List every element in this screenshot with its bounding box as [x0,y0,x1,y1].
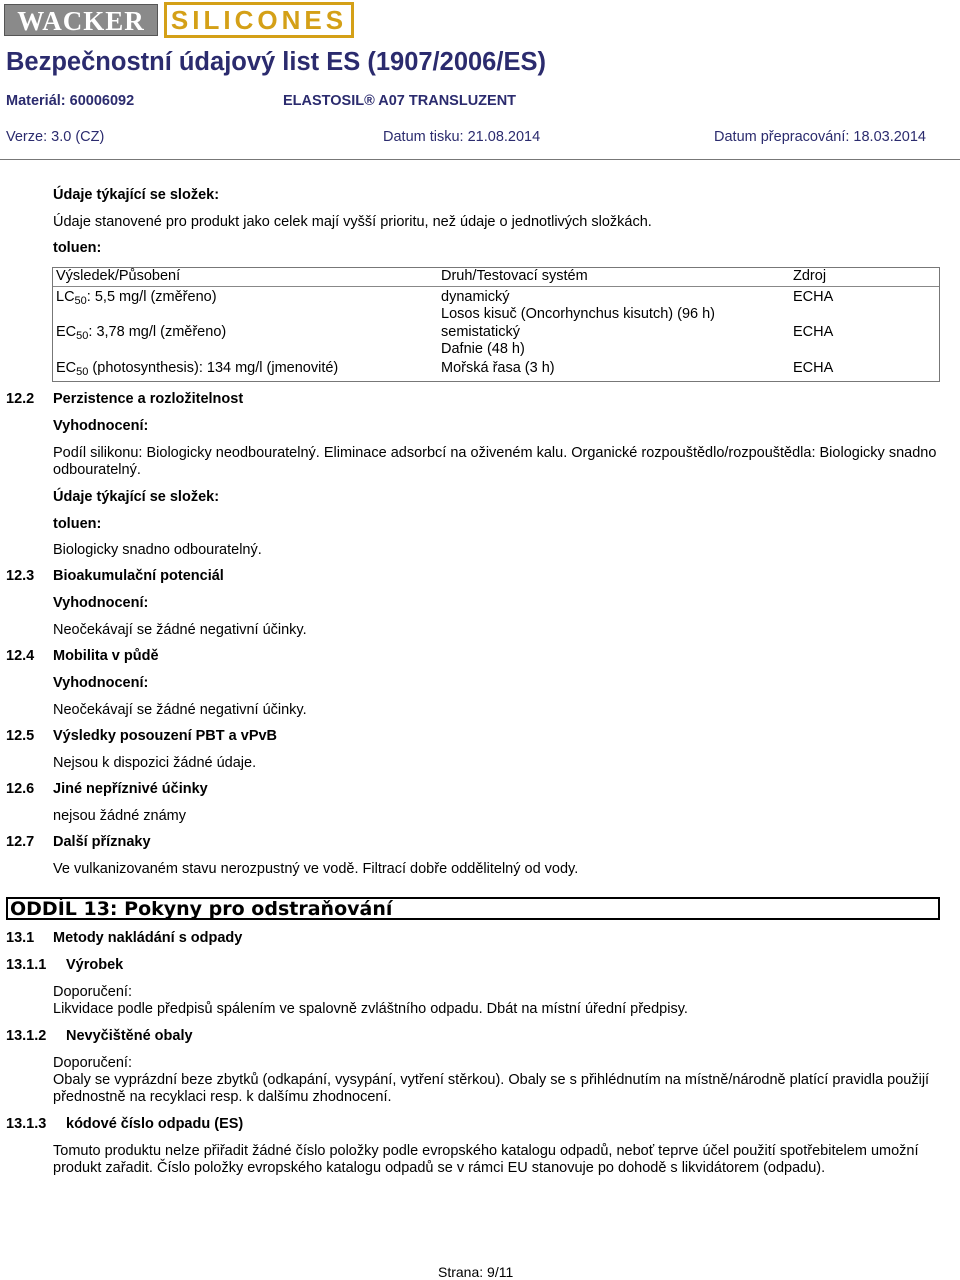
product-name: ELASTOSIL® A07 TRANSLUZENT [283,93,517,109]
section-12-4-text: Neočekávají se žádné negativní účinky. [53,702,307,718]
section-12-2-eval-text: Podíl silikonu: Biologicky neodbouratelný. Eliminace adsorbcí na oživeném kalu. Organické rozpouštědlo/rozpouštědla: Biologicky snadno odbouratelný. [53,445,937,478]
section-12-7-title: Další příznaky [53,834,151,850]
section-13-1-2-text: Obaly se vyprázdní beze zbytků (odkapání, vysypání, vytření stěrkou). Obaly se s přihlédnutím na místně/národně platící pravidla použijí přednostně na recyklaci resp. k dalšímu zhodnocení. [53,1072,930,1105]
section-12-5-text: Nejsou k dispozici žádné údaje. [53,755,257,771]
section-12-3-eval-label: Vyhodnocení: [53,595,149,611]
table-header-result: Výsledek/Působení [56,268,181,284]
section-12-4-title: Mobilita v půdě [53,648,159,664]
section-13-header [6,897,940,920]
section-13-1-1-number: 13.1.1 [6,957,47,973]
page-number: Strana: 9/11 [438,1264,514,1280]
section-13-1-3-title: kódové číslo odpadu (ES) [66,1116,244,1132]
table-row-1-organism: Losos kisuč (Oncorhynchus kisutch) (96 h) [441,306,715,322]
table-row-2-result: $EC_{50}$: 3,78 mg/l (změřeno) [56,324,227,342]
silicones-logo-text: SILICONES [170,5,348,35]
table-row-3-result: $EC_{50}$ (photosynthesis): 134 mg/l (jmenovité) [56,360,339,378]
section-12-3-title: Bioakumulační potenciál [53,568,224,584]
section-12-4-number: 12.4 [6,648,35,664]
section-13-1-title: Metody nakládání s odpady [53,930,243,946]
section-12-2-eval-label: Vyhodnocení: [53,418,149,434]
section-13-1-number: 13.1 [6,930,35,946]
section-12-2-substance-text: Biologicky snadno odbouratelný. [53,542,262,558]
table-row-2-organism: Dafnie (48 h) [441,341,525,357]
table-header-divider [53,286,939,287]
table-row-3-source: ECHA [793,360,834,376]
document-title: Bezpečnostní údajový list ES (1907/2006/ES) [6,48,546,76]
revision-date: Datum přepracování: 18.03.2014 [714,129,926,145]
section-12-3-number: 12.3 [6,568,35,584]
table-header-type: Druh/Testovací systém [441,268,588,284]
table-header-source: Zdroj [793,268,827,284]
section-12-6-text: nejsou žádné známy [53,808,186,824]
section-12-5-number: 12.5 [6,728,35,744]
section-13-1-3-text: Tomuto produktu nelze přiřadit žádné číslo položky podle evropského katalogu odpadů, neboť teprve účel použití spotřebitelem umožní produkt zařadit. Číslo položky evropského katalogu odpadů se v rámci EU stanovuje po dohodě s likvidátorem (odpadu). [53,1143,919,1176]
section-12-3-text: Neočekávají se žádné negativní účinky. [53,622,307,638]
header-divider [0,159,960,160]
components-heading: Údaje týkající se složek: [53,187,220,203]
section-13-1-1-text: Likvidace podle předpisů spálením ve spalovně zvláštního odpadu. Dbát na místní úřední předpisy. [53,1001,688,1017]
section-12-2-title: Perzistence a rozložitelnost [53,391,244,407]
wacker-logo [4,4,158,36]
section-13-1-1-label: Doporučení: [53,984,132,1000]
table-row-2-type: semistatický [441,324,520,340]
ecotoxicity-table [52,267,940,382]
components-note: Údaje stanovené pro produkt jako celek mají vyšší prioritu, než údaje o jednotlivých složkách. [53,214,652,230]
table-row-1-source: ECHA [793,289,834,305]
section-12-5-title: Výsledky posouzení PBT a vPvB [53,728,278,744]
section-13-1-2-title: Nevyčištěné obaly [66,1028,193,1044]
section-12-2-components-heading: Údaje týkající se složek: [53,489,220,505]
section-13-1-2-label: Doporučení: [53,1055,132,1071]
print-date: Datum tisku: 21.08.2014 [383,129,541,145]
section-12-7-number: 12.7 [6,834,35,850]
wacker-logo-text: WACKER [17,6,145,36]
section-13-1-2-number: 13.1.2 [6,1028,47,1044]
silicones-logo [164,2,354,38]
table-row-1-result: $LC_{50}$: 5,5 mg/l (změřeno) [56,289,217,307]
section-12-2-number: 12.2 [6,391,35,407]
section-12-4-eval-label: Vyhodnocení: [53,675,149,691]
table-row-1-type: dynamický [441,289,510,305]
version: Verze: 3.0 (CZ) [6,129,105,145]
section-13-title: ODDÍL 13: Pokyny pro odstraňování [10,898,393,920]
table-row-2-source: ECHA [793,324,834,340]
section-12-6-number: 12.6 [6,781,35,797]
section-12-6-title: Jiné nepříznivé účinky [53,781,208,797]
section-13-1-1-title: Výrobek [66,957,124,973]
material-number: Materiál: 60006092 [6,93,135,109]
section-12-7-text: Ve vulkanizovaném stavu nerozpustný ve vodě. Filtrací dobře oddělitelný od vody. [53,861,579,877]
substance-label: toluen: [53,240,102,256]
section-13-1-3-number: 13.1.3 [6,1116,47,1132]
section-12-2-substance: toluen: [53,516,102,532]
table-row-3-type: Mořská řasa (3 h) [441,360,555,376]
